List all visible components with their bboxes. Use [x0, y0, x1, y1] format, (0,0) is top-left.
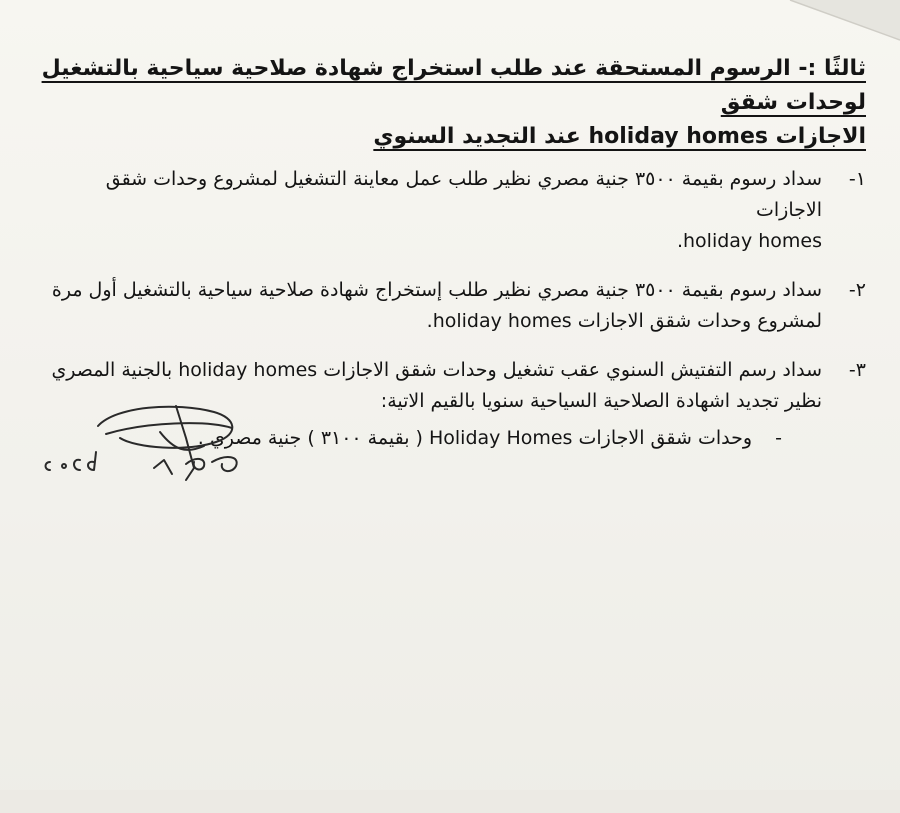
sub-item-dash: - [775, 427, 782, 449]
item-number: ١- [848, 168, 866, 190]
item-line-2: holiday homes. [676, 230, 822, 252]
list-item-2 [36, 275, 866, 337]
item-line-1: سداد رسم التفتيش السنوي عقب تشغيل وحدات شقق الاجازات holiday homes بالجنية المصري [51, 359, 822, 381]
heading-line-1: ثالثًا :- الرسوم المستحقة عند طلب استخراج شهادة صلاحية سياحية بالتشغيل لوحدات شقق [41, 56, 866, 115]
item-text [36, 164, 822, 257]
sub-item-text: وحدات شقق الاجازات Holiday Homes ( بقيمة ٣١٠٠ ) جنية مصري . [197, 427, 752, 449]
list-item-1 [36, 164, 866, 257]
heading-line-2: الاجازات holiday homes عند التجديد السنوي [373, 124, 866, 149]
item-number: ٣- [848, 359, 866, 381]
item-text [36, 275, 822, 337]
handwritten-signature [36, 398, 266, 488]
item-line-2: نظير تجديد اشهادة الصلاحية السياحية سنويا بالقيم الاتية: [380, 390, 822, 412]
item-line-2: لمشروع وحدات شقق الاجازات holiday homes. [426, 310, 822, 332]
item-line-1: سداد رسوم بقيمة ٣٥٠٠ جنية مصري نظير طلب إستخراج شهادة صلاحية سياحية بالتشغيل أول مرة [51, 279, 822, 301]
section-heading [36, 52, 866, 154]
item-line-1: سداد رسوم بقيمة ٣٥٠٠ جنية مصري نظير طلب عمل معاينة التشغيل لمشروع وحدات شقق الاجازات [105, 168, 822, 221]
item-number: ٢- [848, 279, 866, 301]
